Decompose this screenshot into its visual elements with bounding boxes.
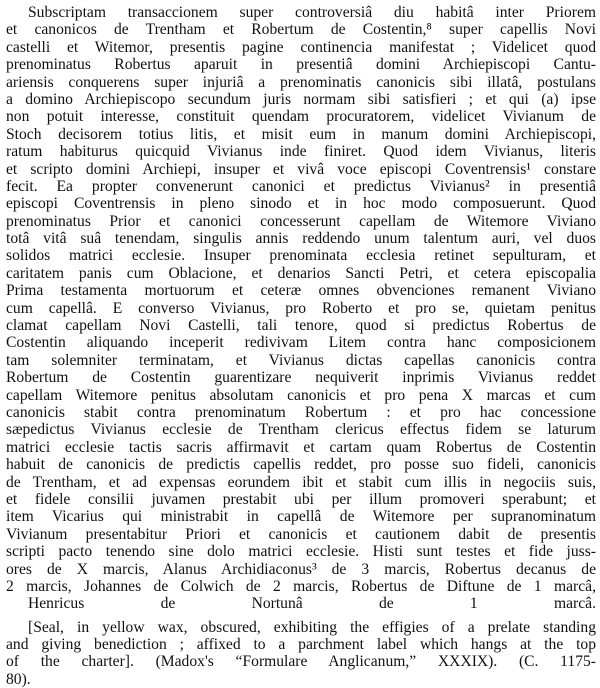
text-line: solidos matrici ecclesie. Insuper prenominata ecclesia retinet sepulturam, et <box>6 247 596 265</box>
text-line: Prima testamenta mortuorum et ceteræ omnes obvenciones remanent Viviano <box>6 282 596 300</box>
text-line: of the charter]. (Madox's “Formulare Anglicanum,” XXXIX). (C. 1175- <box>6 653 596 671</box>
text-line: castelli et Witemor, presentis pagine continencia manifestat ; Videlicet quod <box>6 38 596 56</box>
text-line: ariensis conquerens super injuriâ a prenominatis canonicis sibi illatâ, postulans <box>6 73 596 91</box>
text-line: non potuit interesse, constituit quendam procuratorem, videlicet Vivianum de <box>6 108 596 126</box>
text-line: capellam Witemore penitus absolutam canonicis et pro pena X marcas et cum <box>6 386 596 404</box>
text-line: et scripto domini Archiepi, insuper et vivâ voce episcopi Coventrensis¹ constare <box>6 160 596 178</box>
text-line: a domino Archiepiscopo secundum juris normam sibi satisfieri ; et qui (a) ipse <box>6 90 596 108</box>
text-line: caritatem panis cum Oblacione, et denarios Sancti Petri, et cetera episcopalia <box>6 264 596 282</box>
text-line: fecit. Ea propter convenerunt canonici et predictus Vivianus² in presentiâ <box>6 177 596 195</box>
text-line: de Trentham, et ad expensas eorundem ibit et stabit cum illis in negociis suis, <box>6 473 596 491</box>
text-line: 80). <box>6 670 31 688</box>
text-line: habuit de canonicis de predictis capellis reddet, pro posse suo fideli, canonicis <box>6 456 596 474</box>
charter-text-paragraph <box>6 4 596 613</box>
text-line: scripti pacto tenendo sine dolo matrici ecclesie. Histi sunt testes et fide juss- <box>6 543 596 561</box>
text-line: tam solemniter terminatam, et Vivianus dictas capellas canonicis contra <box>6 351 596 369</box>
text-line: 2 marcis, Johannes de Colwich de 2 marcis, Robertus de Diftune de 1 marcâ, <box>6 577 596 595</box>
text-line: and giving benediction ; affixed to a parchment label which hangs at the top <box>6 636 596 654</box>
text-line: Costentin aliquando inceperit redivivam Litem contra hanc composicionem <box>6 334 596 352</box>
text-line: Subscriptam transaccionem super controversiâ diu habitâ inter Priorem <box>28 4 596 21</box>
text-line: canonicis stabit contra prenominatum Robertum : et pro hac concessione <box>6 403 596 421</box>
text-line: Henricus de Nortunâ de 1 marcâ. <box>28 595 596 613</box>
text-line: [Seal, in yellow wax, obscured, exhibiting the effigies of a prelate standing <box>28 618 596 636</box>
text-line: clamat capellam Novi Castelli, tali tenore, quod si predictus Robertus de <box>6 317 596 335</box>
text-line: matrici ecclesie tactis sacris affirmavit et cartam quam Robertus de Costentin <box>6 438 596 456</box>
text-line: item Vicarius qui ministrabit in capellâ de Witemore per supranominatum <box>6 508 596 526</box>
text-line: Robertum de Costentin guarentizare nequiverit inprimis Vivianus reddet <box>6 369 596 387</box>
text-line: prenominatus Robertus aparuit in presentiâ domini Archiepiscopi Cantu- <box>6 56 596 74</box>
text-line: totâ vitâ suâ tenendam, singulis annis reddendo unum talentum auri, vel duos <box>6 230 596 248</box>
text-line: cum capellâ. E converso Vivianus, pro Roberto et pro se, quietam penitus <box>6 299 596 317</box>
text-line: Vivianum presentabitur Priori et canonicis et cautionem dabit de presentis <box>6 525 596 543</box>
text-line: et canonicos de Trentham et Robertum de Costentin,⁸ super capellis Novi <box>6 21 596 39</box>
text-line: et fidele consilii juvamen prestabit ubi per illum promoveri sperabunt; et <box>6 490 596 508</box>
text-line: ratum habiturus quicquid Vivianus inde finiret. Quod idem Vivianus, literis <box>6 143 596 161</box>
text-line: sæpedictus Vivianus ecclesie de Trentham clericus effectus fidem se laturum <box>6 421 596 439</box>
text-line: prenominatus Prior et canonici concesserunt capellam de Witemore Viviano <box>6 212 596 230</box>
text-line: ores de X marcis, Alanus Archidiaconus³ de 3 marcis, Robertus decanus de <box>6 560 596 578</box>
seal-note-paragraph <box>6 619 596 688</box>
text-line: Stoch decisorem totius litis, et misit eum in manum domini Archiepiscopi, <box>6 125 596 143</box>
charter-page <box>6 4 596 688</box>
text-line: episcopi Coventrensis in pleno sinodo et in hoc modo composuerunt. Quod <box>6 195 596 213</box>
